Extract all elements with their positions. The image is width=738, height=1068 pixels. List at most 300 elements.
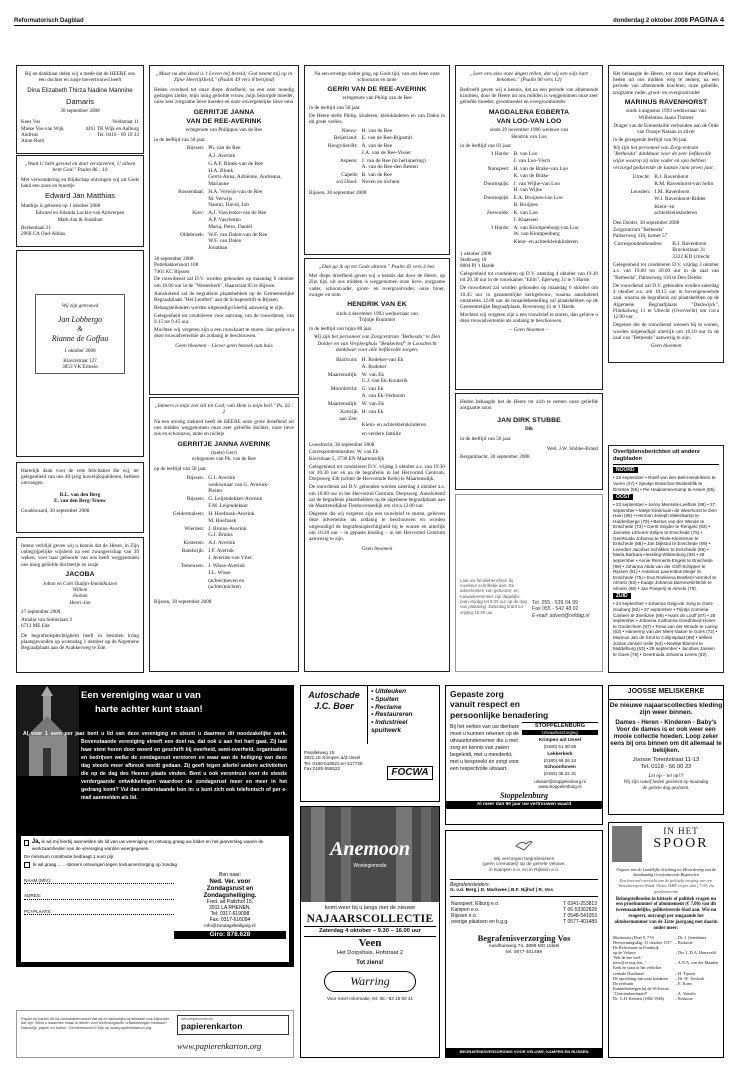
in-het-spoor-ad	[608, 822, 724, 1058]
place: Doornspijk:	[483, 180, 510, 187]
names: H. Hoefnask-Averink M. Hoefnask	[208, 511, 255, 524]
age-line: in de leeftijd van 83 jaar.	[460, 142, 512, 149]
spouse-line: echtgenote van Philippus van de Ree	[185, 127, 263, 134]
age-line: op de leeftijd van 58 jaar.	[154, 465, 207, 472]
store-address: Joosse Torentstraat 11-13 Tel. 0118 - 56 00 22	[632, 757, 700, 771]
loc-3: Schoonhoven	[544, 765, 576, 771]
deceased-name: HENDRIK VAN EK	[347, 301, 407, 309]
region-east-label: OOST	[613, 494, 633, 500]
region-south-label: ZUID	[613, 593, 631, 599]
deceased-name: MARINUS RAVENHORST	[624, 98, 708, 106]
corr-label: Correspondentieadres:	[614, 240, 663, 247]
ja-text: ik wil mij hierbij aanmelden als lid van uw vereniging en ontvang graag uw folder en het jaarverslag waarin de werkzaamheden van de vereniging worden weergegeven.	[31, 839, 264, 852]
names: J. Wisse-Averink J.L. Wisse	[208, 563, 245, 576]
care-text: Wij zijn het personeel van Zorgcentrum "Bethesda" dankbaar voor de zeer liefdevolle wijze waarop zij onze vader en opa hebben verzorgd gedurende de laatste ruim zeven jaar.	[613, 144, 714, 171]
place: Hoogvliet-Rt:	[327, 143, 358, 150]
family-table	[154, 475, 294, 593]
email: E-mail: advert@refdag.nl	[532, 612, 590, 619]
notice-intro: Heden overleed tot onze diepe droefheid, na een zeer moedig gedragen ziekte, mijn innig geliefde vrouw, mijn bezorgde moeder, onze zeer zorgzame lieve moeder en onze onvergetelijke lieve oma	[154, 86, 294, 106]
date-text: donderdag 2 oktober 2008	[613, 17, 688, 24]
place: Capelle a/d IJssel:	[336, 172, 358, 185]
deceased-name: GERRITJE JANNA AVERINK	[177, 440, 271, 448]
age-line: in de leeftijd van 58 jaar.	[309, 104, 361, 111]
notice-text: Intens verblijd geven wij u kennis dat de Heere, in Zijn onbegrijpelijke wijsheid na een zwangerschap van 39 weken, voor haar geboorte van ons heeft weggenomen ons innig geliefde dochtertje en zusje	[21, 542, 139, 568]
phone: Tel. 055 - 539 04 99	[532, 600, 578, 606]
hats-text: Voor de dames is er ook weer een mooie collectie hoeden. Loop zeker eens bij ons binnen om dit allemaal te bekijken.	[610, 725, 722, 755]
footer-text: – Geen bloemen –	[509, 326, 549, 333]
notice-intro: Na een ernstig ziekbed heeft de HEERE onze grote droefheid uit ons midden weggenomen onze zeer geliefde dochter, onze lieve zus en schoonzus, tante en nichtje	[154, 418, 294, 438]
address: Berkenlaan 21 2969 CA Oud-Alblas	[21, 224, 66, 237]
family-row	[154, 563, 294, 578]
spouse-line: echtgenote van Philip van de Ree	[342, 95, 412, 102]
checkbox-stickers[interactable]	[24, 862, 30, 868]
place: 't Harde:	[490, 151, 510, 158]
anemoon-sub: Woninginmode	[353, 863, 387, 869]
family-row	[154, 548, 294, 563]
phone: T 0548-541053	[563, 913, 597, 920]
leaders-label: Begrafenisleiders:	[450, 882, 491, 889]
signature: Stoppelenburg	[499, 791, 548, 801]
correspondence: Correspondentieadres: W. van Ek Kievitlaan 5, 3738 EN Maartensdijk	[309, 449, 385, 462]
death-notice-marinus	[608, 65, 724, 363]
masthead-big: SPOOR	[653, 835, 709, 851]
author: – Dr. W. Tersloek	[674, 975, 705, 981]
phone: T 0341-253813	[563, 900, 597, 907]
contribution: De minimum contributie bedraagt 1 euro p/jr.	[24, 853, 115, 859]
place: Doornspijk:	[483, 195, 510, 202]
family-row	[309, 128, 445, 143]
invite-text: Belangstellenden worden uitgenodigd hierbij aanwezig te zijn.	[154, 304, 284, 311]
joosse-ad	[608, 685, 724, 815]
article: Ds. G.H. Kersten (1882-1948)	[613, 996, 664, 1002]
date-address: 30 september 2008 Pottebakkersoort 108 7461 KC Rijssen	[154, 255, 199, 275]
names: G. Leijendekker-Averink F.M. Leijendekker	[208, 496, 263, 509]
logo-brand: papierenkarton	[181, 1020, 243, 1031]
newspaper-name: Reformatorisch Dagblad	[14, 17, 84, 24]
place: Rijssen:	[186, 496, 205, 503]
family-row	[154, 189, 294, 210]
website[interactable]: www.stoppelenburg.nl	[538, 783, 582, 789]
family-table	[613, 174, 719, 218]
names: R.L. van den Berg E. van den Berg-Trouw	[54, 491, 106, 504]
vos-ad	[445, 830, 603, 1058]
service-text: De rouwdienst zal D.V. gehouden worden zaterdag 4 oktober a.s. om 10.00 uur in het Hervormd Centrum, Dorpsweg. Aansluitend zal de begrafenis plaatshebben op de algemene begraafplaats aan de Maartensdijkse Tienhovensedijk om circa 12.00 uur.	[309, 484, 445, 510]
place	[309, 431, 361, 439]
death-notice-gerritje-averink	[149, 397, 299, 672]
magazine-body: Belangstellenden in historie of politiek vragen nu een proefnummer of abonnement (€ 7,00) van dit tweemaandelijks, geïllustreerde blad aan. Wie nu reageert, ontvangt per omgaande het oktobernummer van de 32ste jaargang met daarin onder meer:	[614, 896, 718, 931]
notice-intro: Wij zijn getrouwd	[61, 303, 99, 309]
age-line: in de leeftijd van bijna 80 jaar.	[309, 326, 373, 333]
page-header	[14, 14, 724, 26]
notice-intro: Met verwondering en blijdschap ontvingen wij uit Gods hand een zoon en broertje	[21, 176, 139, 190]
deceased-name: JAN DIRK STUBBE	[497, 417, 561, 425]
article: op de Veluwe	[613, 950, 636, 956]
names: J.F. Averink J. Averink-van Vliet	[208, 548, 252, 562]
verse: „Dan ga ik op tot Gods altaren." Psalm 43 vers 4 ber.	[318, 263, 436, 270]
logo-small: informatiecentrum	[181, 1016, 214, 1021]
ad-title-2: vanuit respect en	[450, 699, 520, 710]
address: Klavirstraat 127 3853 VK Ermelo	[62, 357, 98, 371]
giro-number: Giro: 878.628	[174, 931, 286, 939]
email[interactable]: uitvaart@stoppelenburg.nl	[534, 778, 586, 784]
place: Maartensdijk:	[327, 371, 358, 378]
names: E.A. Bruijnes-van Loo B. Bruijnes	[513, 195, 563, 208]
family-row	[460, 181, 598, 196]
names: G.J. Averink weduwnaar van G. Averink- Pleiter	[208, 475, 269, 495]
stoppelenburg-ad	[445, 685, 603, 825]
categories: Dames - Heren - Kinderen - Baby's	[615, 718, 717, 726]
names: B. van de Ree Neven en nichten	[361, 172, 400, 185]
autoschade-ad	[300, 685, 440, 802]
family-table	[309, 128, 445, 187]
magazine-cover	[612, 826, 642, 862]
address: Rijssen, 30 september 2008	[154, 598, 212, 605]
author: – A.N.A. van der Maaden	[674, 960, 719, 966]
death-notice-hendrik	[304, 258, 450, 672]
magazine-desc: Uitgave van de Landelijke Stichting ter Bevordering van de Staatkundig Gereformeerde Beginselen	[616, 866, 716, 877]
deceased-name-2: VAN LOO-VAN LOO	[496, 118, 562, 125]
groom-name: Jan Lobbergo	[57, 315, 103, 325]
family-row	[154, 511, 294, 526]
names: J. Bruins-Averink G.J. Bruins	[208, 525, 247, 539]
burial-text: Aansluitend zal de begrafenis plaatshebben op de Gemeentelijke Begraafplaats "Het Lentfert" aan de Schapendrift te Rijssen.	[154, 290, 294, 303]
place	[309, 422, 361, 430]
ja-label: Ja,	[31, 839, 41, 845]
bride-name: Rianne de Goffau	[51, 333, 109, 343]
advertising-info	[455, 494, 603, 672]
family-row	[154, 210, 294, 231]
names: en verdere familie	[361, 430, 401, 437]
nickname: (tante) Gerri	[211, 450, 237, 456]
service-text: De rouwdienst zal D.V. worden gehouden op maandag 6 oktober om 10.00 uur in de "Westerkerk", Haarstraat 85 te Rijssen.	[154, 276, 294, 289]
nickname: Dik	[524, 426, 534, 433]
collection: NAJAARSCOLLECTIE	[306, 912, 434, 925]
service-item: • Industrieel spuitwerk	[371, 719, 408, 735]
autoschade-address: Parallelweg 15 2921 LE Krimpen a/d IJssel Tel. 0180-518523 en 517728 Fax 0180-555522	[304, 749, 363, 772]
page-label: PAGINA	[689, 14, 719, 24]
family-row	[309, 143, 445, 158]
article: terwijl er nog iets...'	[613, 960, 647, 966]
store-name: JOOSSE MELISKERKE	[609, 686, 723, 700]
service-item: • Restaureren	[371, 711, 413, 719]
bon-label: Bon naar:	[219, 871, 241, 878]
ad-title: Gepaste zorg	[450, 689, 504, 699]
name-field[interactable]: NAAM (M/V):	[24, 878, 174, 885]
deceased-name: GERRI VAN DE REE-AVERINK	[327, 86, 427, 94]
papierenkarton-ad	[16, 1010, 294, 1058]
ad-info-text: Laat uw familieberichten bij voorkeur schriftelijk aan. De advertentiën van geboorte- en rouwadvertenties zijn dagelijks (van vrijdag tot 9.00 uur op de dag van plaatsing. Zaterdag krant tot vrijdag 18.30 uur.	[460, 577, 527, 615]
family-row	[460, 225, 598, 240]
place	[154, 578, 207, 593]
names: B. van Loo J. van Loo-Visch	[513, 151, 551, 164]
names: A.J. Averink	[208, 540, 236, 547]
services-list	[368, 686, 439, 744]
forgotten-text: Mochten wij vergeten zijn u een rouwkaart te sturen, dan gelieve u deze rouwadvertentie als zodanig te beschouwen.	[154, 326, 294, 340]
place	[154, 161, 207, 189]
family-row	[309, 431, 445, 439]
article: centrale Duitsland	[613, 970, 644, 976]
corr-value: B.J. Ravenhorst Bruckerlaan 31 3322 KD Utrecht	[672, 240, 710, 261]
phone-table	[450, 901, 598, 925]
company-address: Aardhuisweg 74, 3888 MG Uddel tel. 0577-401489	[488, 943, 560, 955]
masthead-small: IN HET	[663, 826, 699, 836]
names: J.M. Ravenhorst W.J. Ravenhorst-Ridder	[654, 188, 707, 202]
zondagsrust-ad	[16, 685, 294, 967]
address: 1 oktober 2008 Stadsweg 18 8084 PJ 't Harde	[460, 250, 495, 270]
headline: De nieuwe najaarscollecties kleding zijn weer binnen.	[609, 701, 723, 717]
article: Kantinlenbergen bij de SGS-nota	[613, 985, 669, 991]
address: Veldstraat 11 4261 TB Wijk en Aalburg Tel. 0416 - 69 10 33	[85, 119, 139, 138]
names: H.A. Verwijs-van de Ree M. Verwijs Naomi, David, Job	[208, 189, 263, 209]
curtain-image	[301, 807, 439, 902]
article: De oprichting van onze kinderen	[613, 975, 668, 981]
ad-title: Autoschade	[308, 690, 360, 700]
service-item: • Reclame	[371, 703, 402, 711]
signup-form	[21, 836, 289, 962]
magazine-sub: Een boeiend overzicht van de politieke roeping van een Voorzitterspoor Raad. Nieuw ISBN en per stuk f 7.00, via gereformeerde	[618, 878, 714, 894]
place	[154, 153, 207, 161]
honour-text: Drager van de Eremedaille verbonden aan de Orde van Oranje-Nassau in zilver	[613, 122, 719, 136]
family-row	[154, 153, 294, 161]
notice-intro: Met diepe droefheid geven wij u kennis dat door de Heere, op Zijn tijd, uit ons midden is weggenomen onze lieve, zorgzame vader, schoonvader, groot- en overgrootvader, onze broer, zwager en oom	[309, 273, 445, 299]
address: Rijssen, 30 september 2008	[309, 190, 367, 197]
article: De zeilvaart	[613, 980, 634, 986]
names: A. van Klompenburg-van Loo W. van Klompenburg	[513, 224, 579, 238]
author: – Redactie	[674, 939, 693, 945]
tagline: komt weer bij u langs met de nieuwe	[324, 905, 416, 911]
service-text: De rouwdienst zal worden gehouden op maandag 6 oktober om 10.45 uur in gezamenlijke kerkgebouw, waarna aansluitend omstreeks 12.00 uur de teraardebestelling zal plaatshebben op de Gemeentelijke Begraafplaats, Bovenweg 41 te 't Harde.	[460, 285, 598, 311]
family-row	[309, 158, 445, 173]
thanks-notice	[16, 462, 144, 533]
family-row	[613, 174, 719, 189]
org-email: info@zondagsheiliging.nl	[204, 923, 256, 929]
names: W. van Ek G.J. van Ek-Kouterik	[361, 371, 408, 385]
city-field[interactable]: PC+PLAATS:	[24, 909, 174, 916]
author: – E. Koen	[674, 980, 692, 986]
stickers-text: Ik wil graag ...... stickers ontvangen tegen textuurverzorging op zondag	[33, 861, 178, 867]
family: Wed. J.W. Stubbe-Brand	[546, 446, 598, 453]
page-date	[613, 15, 724, 25]
address-field[interactable]: ADRES:	[24, 893, 174, 900]
more-info: Voor meer informatie, tel. 06 - 53 15 60 41	[326, 996, 414, 1002]
family-row	[309, 357, 445, 372]
loc-2: Lekkerkerk	[547, 751, 573, 757]
names: Klein- en achterkleinkinderen	[361, 422, 427, 429]
phone-2: (0180) 66 26 24	[543, 757, 577, 763]
family-row	[460, 151, 598, 166]
widow-line: sinds 29 november 1986 weduwe van Hendrik van Loo	[489, 127, 569, 140]
family-row	[309, 172, 445, 187]
widower-line: sinds 4 augustus 1993 weduwnaar van Wilhelmina Janna Timmer	[626, 108, 706, 121]
service-text: De rouwdienst zal D.V. gehouden worden zaterdag 4 oktober a.s. om 10.15 uur in bovengenoemde zaal, waarna de begrafenis zal plaatshebben op de Algemene Begraafplaats "Dashwijck", Flintkalweg 11 te Utrecht (Overvecht) om circa 12.00 uur.	[613, 282, 719, 321]
address: Bergambacht, 30 september 2008	[460, 454, 530, 460]
family-row	[309, 409, 445, 422]
names: H. van de Ree E. van de Ree-Rijpsmit	[361, 128, 412, 141]
region-north-label: NOORD	[613, 467, 638, 473]
author: – H. Tijssen	[674, 970, 696, 976]
family-row	[309, 372, 445, 387]
deceased-name: GERRITJE JANNA	[193, 108, 255, 116]
author: – Drs. L.D.A. Harreveld	[674, 950, 716, 956]
slogan: Al meer dan 90 jaar uw vertrouwen waard	[446, 801, 602, 809]
region: overige plaatsen en b.g.g.	[451, 919, 509, 926]
logo: STOPPELENBURG	[522, 722, 598, 730]
parents: Edward en Jolanda Luckin-van Antwerpen Mark-Jan & Jonathan	[35, 210, 125, 223]
condolence-text: Gelegenheid tot condoleren op D.V. zaterdag 4 oktober van 19.30 tot 20.30 uur in de rouwkamer "Elim", Eperweg 31 te 't Harde.	[460, 271, 598, 284]
anemoon-ad	[300, 806, 440, 1058]
article: De Reformatie in Frankrijk	[613, 944, 659, 950]
author: – A. Vemelo	[674, 991, 696, 997]
family-row	[154, 161, 294, 189]
names: G.A.F. Blonk-van de Ree H.A. Blonk Gerrit-Anna, Adriënne, Andreana, Marianne	[208, 161, 282, 187]
notice-intro: Na een ernstige ziekte ging, op Gods tijd, van ons heen onze schoonzus en tante	[314, 70, 440, 83]
papier-text: Papier en karton dit na consultatiemonsel dat wij er nauwelijks bij stilstaan hoe bijzonder dat zijn. Weet u waarmee maak ik dieren voor technologische ontwikkelingen bestaan? Natuurlijk, papier en karton. Geïnteresseerd? Kijk op www.papierenkarton.org	[21, 1016, 170, 1030]
age-line: in de leeftijd van 58 jaar.	[154, 136, 206, 143]
death-notice-gerritje-vdree	[149, 65, 299, 395]
date: Loosdrecht, 30 september 2008	[309, 441, 375, 448]
names: W.F. van Dalen-van de Ree W.F. van Dalen Jonathan	[208, 231, 268, 251]
place: Oldebroek:	[179, 231, 205, 238]
logo-sub: Uitvaartverzorging	[522, 730, 598, 735]
phone: T 06-53362828	[563, 907, 597, 914]
family-row	[460, 195, 598, 210]
condolence-text: Gelegenheid tot condoleren voor aanvang van de rouwdienst, van 9.15 tot 9.45 uur.	[154, 312, 294, 325]
dove-icon	[446, 835, 602, 855]
notice-intro: Bij en dankbaar delen wij u mede dat de HEERE ons een dochter en zusje toevertrouwd heeft	[24, 70, 136, 83]
page-number: 4	[719, 14, 724, 24]
child-name: JACOBA	[65, 570, 95, 578]
verse: „Want U hebt gevoed en doet verstaveren, U alleen bent God." Psalm 86 : 10	[24, 160, 136, 174]
place: Temeuzen:	[180, 563, 205, 570]
anemoon-brand: Anemoon	[329, 838, 411, 860]
parents: Johan en Cobi Oudijn-Immikhuizen Willem Joanna Henri-Jan	[42, 580, 118, 606]
fax: Fax 055 - 542 48 02	[532, 606, 579, 613]
notice-intro: Heden behaagde het de Heere tot zich te nemen onze geliefde zorgzame zoon	[460, 398, 598, 411]
article: Mackenzie (Deel 9, 7-9)	[613, 934, 654, 940]
phone-1: (0180) 51 30 55	[543, 744, 577, 750]
death-notice-gerri	[304, 65, 450, 255]
invite-text: Degenen die de rouwdienst wensen bij te wonen, worden uitgenodigd uiterlijk om 10.10 uur in de zaal van "Bethesda" aanwezig te zijn.	[613, 322, 719, 341]
condolence-text: Gelegenheid tot condoleren D.V. vrijdag 3 oktober a.s. van 19.30 tot 20.30 uur en na de begrafenis in het Hervormd Centrum, Dorpsweg 43b (achter de Hervormde Kerk) te Maartensdijk.	[309, 463, 445, 483]
place: Wierden:	[184, 525, 205, 532]
contents-table	[612, 935, 720, 1002]
section-title: Overlijdensberichten uit andere dagbladen	[613, 449, 719, 465]
family-table	[309, 357, 445, 439]
org-name: Ned. Ver. voor Zondagsrust en Zondagsheiliging.	[203, 877, 257, 899]
names: (achter)neven en (achter)nichten	[208, 577, 245, 591]
verse: „Leer ons alzo onze dagen tellen, dat wij een wijs hart bekomen." (Psalm 90 vers 12)	[470, 70, 588, 84]
loc-1: Krimpen a/d IJssel	[538, 738, 582, 744]
note: Let op – let op!!!	[648, 773, 684, 780]
deceased-name-2: VAN DE REE-AVERINK	[186, 118, 262, 125]
phone-3: (0182) 38 22 31	[543, 770, 577, 776]
deceased-name: MAGDALENA EGBERTA	[488, 108, 570, 116]
author: – Redactie	[674, 996, 693, 1002]
burial-text: De begrafenisplechtigheid heeft in besloten kring plaatsgevonden op woensdag 1 oktober op de Algemene Begraafplaats aan de Arakkerweg te Ede.	[21, 632, 139, 652]
address: Goudswaard, 30 september 2008	[21, 508, 90, 515]
ad-title-2: J.C. Boer	[314, 700, 354, 711]
names: H. Rodeker-van Ek A. Rodeker	[361, 357, 404, 370]
family-row	[460, 166, 598, 181]
ad-body: Al voor 1 euro per jaar bent u lid van deze vereniging en steunt u daarmee dit noodzakelijke werk. Bovenstaande vereniging streeft een doel na, dat ook ú aan het hart gaat. Zij laat haar stem horen door woord en geschrift bij overheid, semi-overheid, organisaties en bedrijven welke de zondagsrust verstoren en waar aan de heiliging van deze dag steeds meer afbreuk wordt gedaan. Zij geeft tegen allerlei andere activiteiten die op de dag des Heeren plaats vinden. Bent u ook verontrust over de steeds verdergaande ontwikkelingen waardoor de zondagsrust meer en meer in het gedrang komt? Vul dan onderstaande bon in: u kunt zich ook telefonisch of per e-mail aanmelden als lid.	[23, 730, 287, 801]
footer-bar: BEGRAFENISVERZORGING VOOR VELUWE, KAMPEN EN RIJSSEN	[446, 1048, 602, 1057]
ad-body: Bij het verlies van uw dierbare moet u kunnen rekenen op de uitvaartondernemer die u met zorg en kennis van zaken begeleidt, met u meedenkt, met u bespreekt en zorgt voor een respectvolle uitvaart.	[450, 723, 520, 772]
names: K. van Loo J. Klaassen	[513, 210, 538, 223]
age-line: in de leeftijd van 56 jaar.	[460, 435, 512, 442]
invite-text: Degenen die wij vergeten zijn een rouwbrief te sturen, gelieven deze advertentie als zodanig te beschouwen en worden uitgenodigd de begrafenisplechtigheid bij te wonen en uiterlijk om 10.20 uur – in gepaste kleding – in het Hervormd Centrum aanwezig te zijn.	[309, 511, 445, 543]
family-row	[154, 540, 294, 548]
family-row	[613, 204, 719, 219]
family-row	[154, 145, 294, 153]
place	[613, 204, 653, 219]
age-line: in de gezegende leeftijd van 96 jaar.	[613, 137, 688, 144]
footer-text: Geen bloemen – Liever geen bezoek aan huis	[175, 342, 273, 349]
welcome: Tot ziens!	[356, 960, 384, 967]
region-east-text: • 23 september • Jenny Mensink-Leeftink (89) • 27 september • Metje Klinkmann-de Weerhorst te Den Ham (89) • Herman Joseph Malenkamp te Hardenberge (78) • Bertus van der Wende te Enschede (73) • Gerrit Snijder te Rengelo (83) • Janneke Lithoren-Zelijes te Enschede (75) • Geertruida Johanna te Riele-Kleinsman te Enschede (88) • Jan Dijkstra te Enschede (69) • Leendert Jacobus Schlikker te Enschede (85) • Maria Barbara Hessling-Wildenborg (84) • 28 september • Annie Rennerts-Engels te Enschede (98) • Johanna Alida van der Griff-Schipper te Rijssen (91) • Antonius Laurentius Meijer te Enschede (75) • Eva Rosleena Boetlem-Vernhof te Almelo (83) • Kaatje Johanna Barneveld-Brink te Almelo (88) • Jan Poeperij te Almelo (78).	[613, 502, 717, 591]
spouse-line: echtgenote van Ph. van de Ree	[192, 456, 256, 463]
place: Bandwijk:	[181, 548, 205, 555]
place: Blaricum:	[336, 357, 358, 364]
place: Maartensdijk:	[327, 401, 358, 408]
family-row	[309, 386, 445, 401]
family-row	[154, 496, 294, 511]
family-table	[154, 145, 294, 253]
region: Kampen e.o.	[451, 907, 480, 914]
names: G. van Ek A. van Ek-Verboom	[361, 386, 405, 400]
company-name: Begrafenisverzorging Vos	[477, 933, 571, 944]
intro: Wij verzorgen begrafenissen (geen crematies) op de gehele Veluwe, in Kampen e.o. en in Rijssen e.o.	[482, 856, 566, 874]
ad-title-3: persoonlijke benadering	[450, 709, 549, 720]
death-notice-jan-dirk	[455, 393, 603, 490]
place: Rossendaal:	[178, 189, 205, 196]
venue: Het Dorpshuis, Hofstraat 2	[337, 950, 403, 957]
checkbox[interactable]	[24, 840, 29, 846]
born-line: Matthijs is geboren op 1 oktober 2008	[21, 202, 101, 209]
author: – Dr. J. Grandinier	[674, 934, 707, 940]
names: J. van de Ree (in herinnering) A. van de Ree-den Besten	[361, 157, 426, 171]
place: Rijssen:	[186, 144, 205, 151]
notice-intro: Bedroefd geven wij u kennis, dat na een periode van afnemende krachten, door de Heere uit ons midden is weggenomen onze zeer geliefde moeder, grootmoeder en overgrootmoeder	[460, 86, 598, 106]
papier-url[interactable]: www.papierenkarton.org	[177, 1041, 262, 1051]
family-row	[309, 401, 445, 409]
verse: „Immers is mijn ziel stil tot God; van Hem is mijn heil." Ps. 62 : 2	[154, 402, 294, 416]
leaders: G. v.d. Berg | D. Markwee | B.F. Nijhof | R. Vos	[450, 888, 598, 897]
service-item: • Uitdeuken	[371, 688, 406, 695]
wedding-notice	[16, 250, 144, 457]
place: Geldermalsen:	[172, 511, 205, 517]
phone-row	[450, 919, 598, 925]
place: Utrecht:	[632, 174, 651, 181]
article: Herwormingsdag, 31 oktober 1517	[613, 939, 672, 945]
child-name-2: Damaris	[66, 96, 94, 106]
names: Klein- en achterkleinkinderen	[513, 239, 578, 246]
family-row	[154, 526, 294, 541]
place: Zeewolde:	[486, 210, 510, 217]
place: Katwijk aan Zee:	[339, 409, 358, 422]
family-row	[613, 189, 719, 204]
contents-row	[612, 996, 720, 1001]
names: Klein- en achterkleinkinderen	[654, 203, 698, 217]
names: A.J. Vasylenko-van de Ree A.P. Vasylenko Maria, Petro, Daniël	[208, 210, 267, 230]
place: Kiev:	[192, 210, 205, 217]
names: W. van Ek	[361, 401, 385, 408]
widower-line: sinds 4 december 1993 weduwnaar van Trijntje Brummel	[336, 310, 418, 324]
family-row	[309, 422, 445, 430]
birth-date: 30 september 2008	[60, 107, 100, 114]
wedding-date: 1 oktober 2008	[64, 348, 96, 355]
names: Ph. van de Ree	[208, 144, 241, 151]
family-table	[460, 151, 598, 247]
